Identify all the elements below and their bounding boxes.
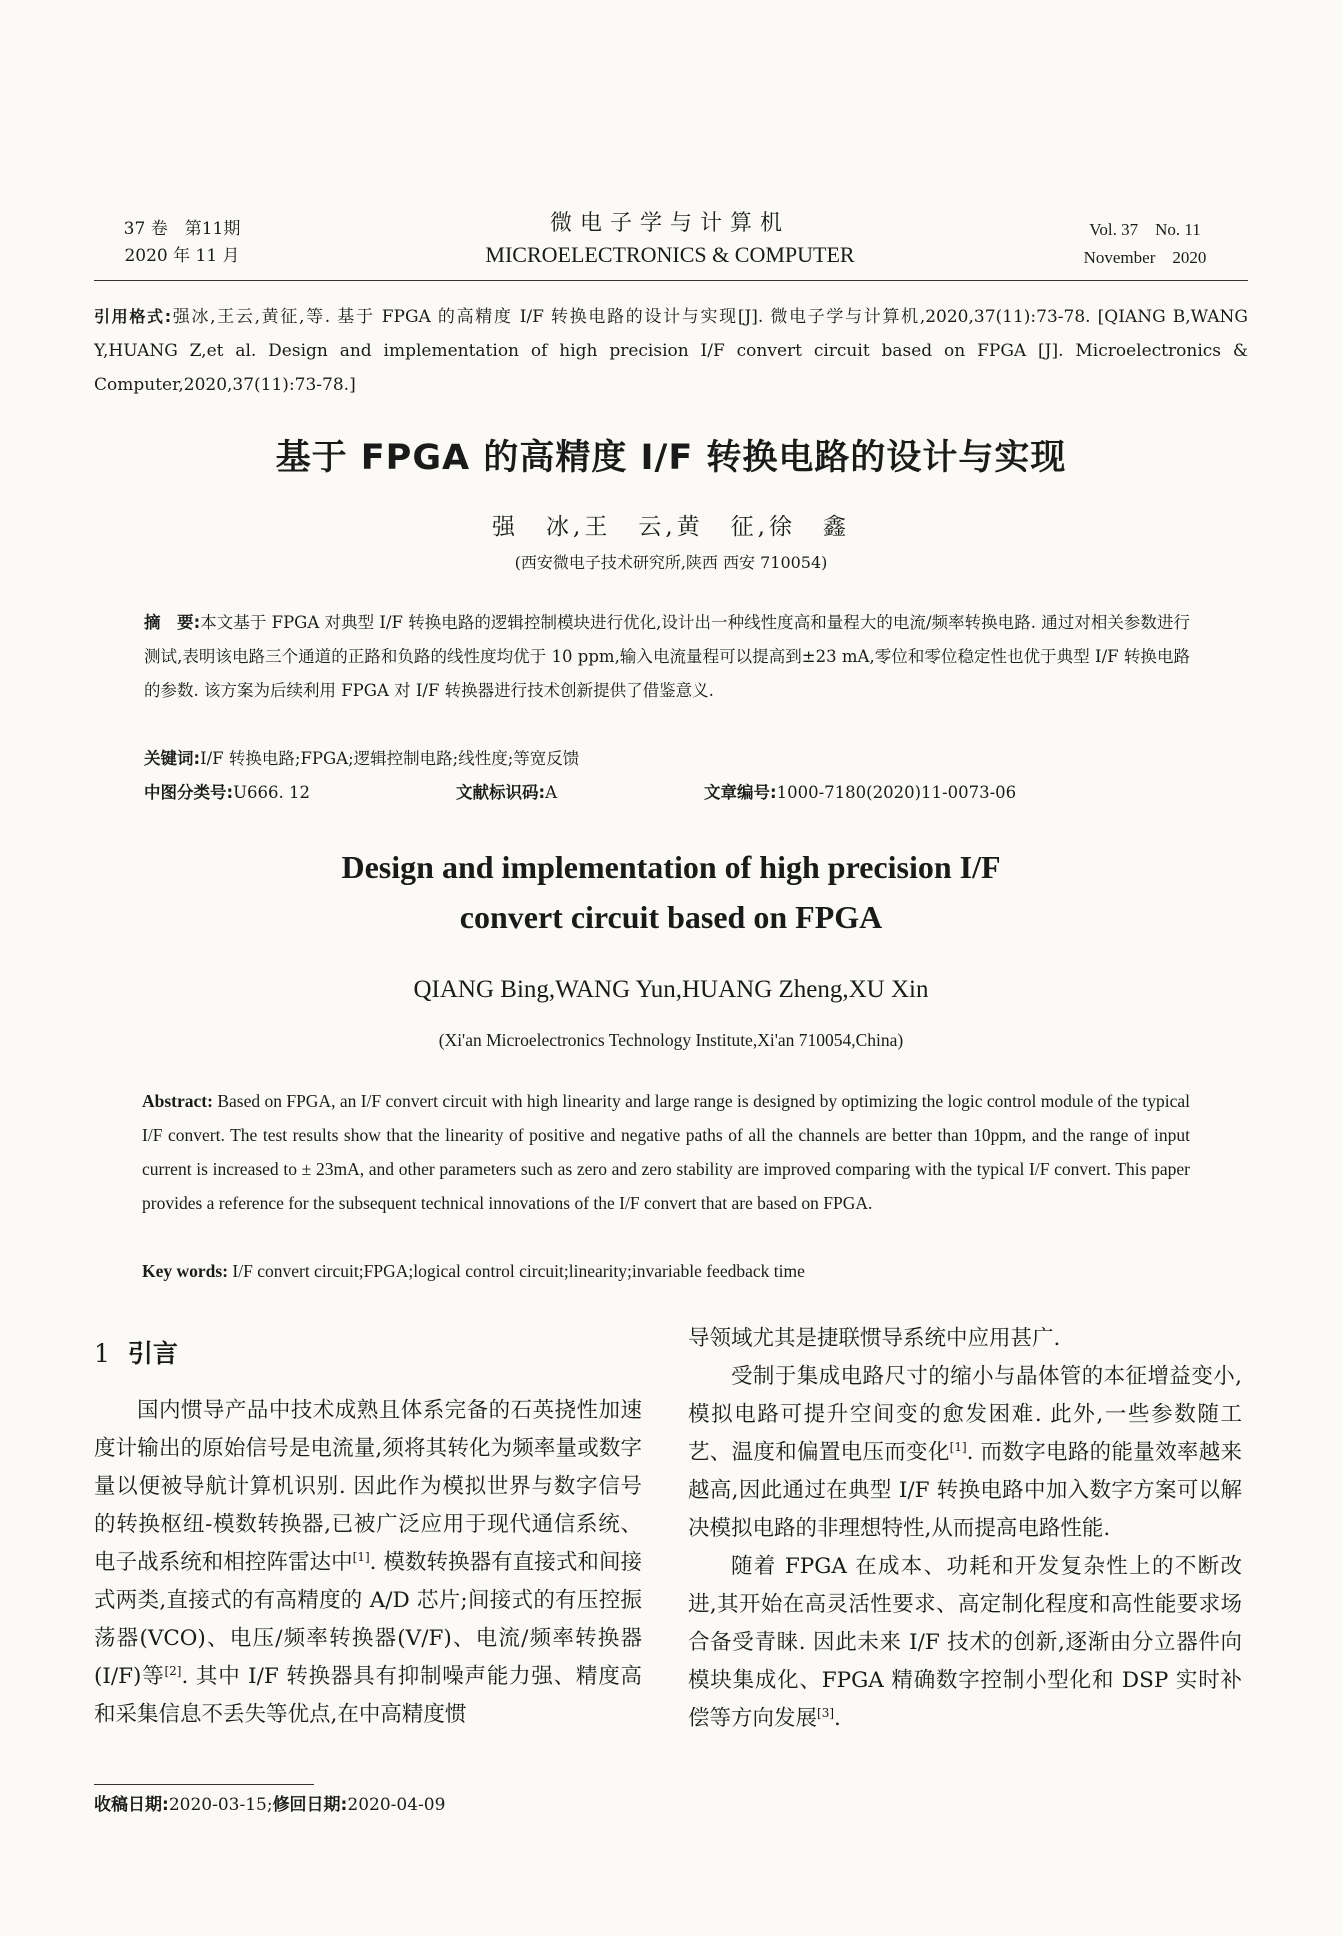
abstract-en (142, 1084, 1190, 1220)
abstract-cn (144, 606, 1190, 708)
abstract-en-label: Abstract: (142, 1091, 213, 1111)
article-value: 1000-7180(2020)11-0073-06 (776, 783, 1017, 802)
paragraph (688, 1548, 1242, 1738)
abstract-cn-text: 本文基于 FPGA 对典型 I/F 转换电路的逻辑控制模块进行优化,设计出一种线性度高和量程大的电流/频率转换电路. 通过对相关参数进行测试,表明该电路三个通道的正路和负路的线性度均优于 10 ppm,输入电流量程可以提高到±23 mA,零位和零位稳定性也优于典型 I/F 转换电路的参数. 该方案为后续利用 FPGA 对 I/F 转换器进行技术创新提供了借鉴意义. (144, 613, 1190, 700)
footnote-dates (94, 1790, 445, 1815)
footnote-rule (94, 1784, 314, 1785)
paragraph-text: . 而数字电路的能量效率越来越高,因此通过在典型 I/F 转换电路中加入数字方案可以解决模拟电路的非理想特性,从而提高电路性能. (688, 1440, 1242, 1541)
paragraph-text: . 模数转换器有直接式和间接式两类,直接式的有高精度的 A/D 芯片;间接式的有压控振荡器(VCO)、电压/频率转换器(V/F)、电流/频率转换器(I/F)等 (94, 1550, 642, 1689)
date-en: November 2020 (1083, 248, 1207, 267)
reference-marker[interactable]: [1] (352, 1549, 370, 1564)
citation-text: 强冰,王云,黄征,等. 基于 FPGA 的高精度 I/F 转换电路的设计与实现[J]. 微电子学与计算机,2020,37(11):73-78. [QIANG B,WANG Y,HUANG Z,et al. Design and implementation of high precision I/F convert circuit based on FPGA [J]. Microelectronics & Computer,2020,37(11):73-78.] (94, 307, 1248, 395)
paragraph: 导领域尤其是捷联惯导系统中应用甚广. (688, 1326, 1061, 1351)
paper-title-en-line2: convert circuit based on FPGA (459, 899, 883, 935)
revised-label: 修回日期: (272, 1795, 348, 1815)
paragraph-text: 受制于集成电路尺寸的缩小与晶体管的本征增益变小,模拟电路可提升空间变的愈发困难. 此外,一些参数随工艺、温度和偏置电压而变化 (688, 1364, 1242, 1465)
citation-label: 引用格式: (94, 307, 172, 326)
authors-cn: 强 冰,王 云,黄 征,徐 鑫 (492, 514, 850, 540)
journal-name (420, 208, 920, 270)
authors-en: QIANG Bing,WANG Yun,HUANG Zheng,XU Xin (413, 976, 929, 1003)
paragraph (688, 1358, 1242, 1548)
revised-value: 2020-04-09 (347, 1795, 446, 1815)
journal-name-en: MICROELECTRONICS & COMPUTER (485, 242, 855, 267)
article-label: 文章编号: (704, 783, 777, 802)
body-column-right (688, 1320, 1242, 1738)
paragraph-text: . 其中 I/F 转换器具有抑制噪声能力强、精度高和采集信息不丢失等优点,在中高精度惯 (94, 1664, 642, 1727)
abstract-en-text: Based on FPGA, an I/F convert circuit with high linearity and large range is designed by optimizing the logic control module of the typical I/F convert. The test results show that the linearity of positive and negative paths of all the channels are better than 10ppm, and the range of input current is increased to ± 23mA, and other parameters such as zero and zero stability are improved comparing with the typical I/F convert. This paper provides a reference for the subsequent technical innovations of the I/F convert that are based on FPGA. (142, 1091, 1190, 1213)
keywords-cn-text: I/F 转换电路;FPGA;逻辑控制电路;线性度;等宽反馈 (200, 749, 580, 768)
journal-volume-en (1060, 216, 1230, 272)
keywords-cn (144, 742, 1190, 776)
volume-issue-cn: 37 卷 第11期 (123, 219, 241, 239)
date-cn: 2020 年 11 月 (124, 246, 240, 266)
volume-issue-en: Vol. 37 No. 11 (1089, 220, 1201, 239)
reference-marker[interactable]: [3] (817, 1705, 835, 1720)
reference-marker[interactable]: [1] (949, 1439, 967, 1454)
keywords-en-text: I/F convert circuit;FPGA;logical control circuit;linearity;invariable feedback time (232, 1261, 805, 1281)
doc-value: A (545, 783, 558, 802)
header-rule (94, 280, 1248, 281)
paragraph (94, 1392, 642, 1734)
clc-value: U666. 12 (233, 783, 310, 802)
keywords-cn-label: 关键词: (144, 749, 201, 768)
received-label: 收稿日期: (94, 1795, 169, 1815)
keywords-en (142, 1254, 1190, 1288)
section-heading (94, 1334, 178, 1370)
paragraph-text: . (834, 1706, 841, 1731)
paragraph-text: 随着 FPGA 在成本、功耗和开发复杂性上的不断改进,其开始在高灵活性要求、高定制化程度和高性能要求场合备受青睐. 因此未来 I/F 技术的创新,逐渐由分立器件向模块集成化、FPGA 精确数字控制小型化和 DSP 实时补偿等方向发展 (688, 1554, 1242, 1731)
section-number: 1 (94, 1339, 110, 1368)
journal-volume-cn (112, 216, 252, 270)
citation-format (94, 300, 1248, 402)
doc-label: 文献标识码: (456, 783, 546, 802)
keywords-en-label: Key words: (142, 1261, 229, 1281)
affiliation-en: (Xi'an Microelectronics Technology Institute,Xi'an 710054,China) (438, 1030, 904, 1050)
section-title: 引言 (127, 1339, 178, 1368)
paragraph-text: 国内惯导产品中技术成熟且体系完备的石英挠性加速度计输出的原始信号是电流量,须将其转化为频率量或数字量以便被导航计算机识别. 因此作为模拟世界与数字信号的转换枢纽-模数转换器,已被广泛应用于现代通信系统、电子战系统和相控阵雷达中 (94, 1398, 642, 1575)
abstract-cn-label: 摘 要: (144, 613, 201, 632)
article-number (704, 776, 1016, 810)
reference-marker[interactable]: [2] (164, 1663, 182, 1678)
clc-label: 中图分类号: (144, 783, 234, 802)
journal-name-cn: 微电子学与计算机 (549, 211, 790, 236)
body-column-left (94, 1392, 642, 1734)
paper-title-cn: 基于 FPGA 的高精度 I/F 转换电路的设计与实现 (275, 438, 1067, 478)
paper-title-en-line1: Design and implementation of high precision I/F (341, 849, 1001, 885)
clc-number (144, 776, 310, 810)
document-code (456, 776, 557, 810)
affiliation-cn: (西安微电子技术研究所,陕西 西安 710054) (514, 553, 828, 572)
paper-title-en (94, 842, 1248, 942)
received-value: 2020-03-15; (168, 1795, 273, 1815)
